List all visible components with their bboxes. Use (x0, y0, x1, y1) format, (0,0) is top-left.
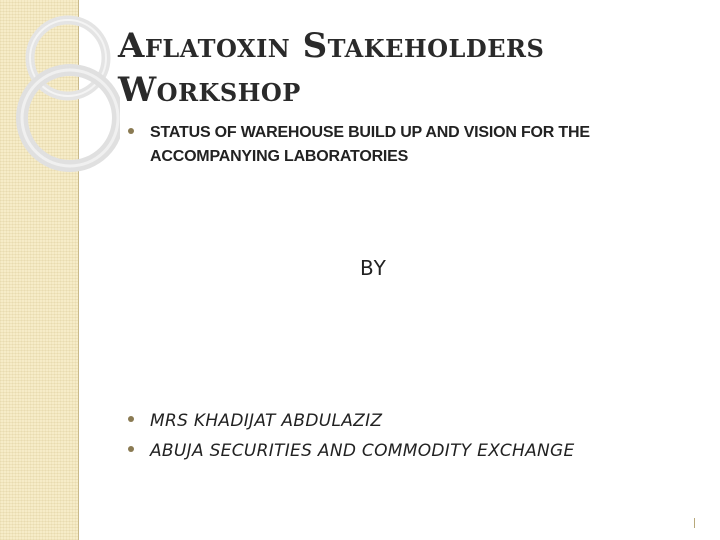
subtitle-bullet (128, 121, 688, 169)
bullet-icon (128, 446, 134, 452)
presenter-name: MRS KHADIJAT ABDULAZIZ (150, 411, 383, 431)
bullet-icon (128, 416, 134, 422)
list-item (128, 440, 708, 462)
bullet-icon (128, 128, 134, 134)
presenter-list (128, 410, 708, 470)
by-label: BY (360, 256, 387, 280)
list-item (128, 410, 708, 432)
page-marker (694, 518, 695, 528)
decorative-rings-icon (0, 0, 120, 230)
slide-title: Aflatoxin Stakeholders Workshop (118, 26, 545, 110)
slide-subtitle: STATUS OF WAREHOUSE BUILD UP AND VISION FOR THE ACCOMPANYING LABORATORIES (150, 124, 590, 165)
presenter-organization: ABUJA SECURITIES AND COMMODITY EXCHANGE (150, 441, 575, 461)
